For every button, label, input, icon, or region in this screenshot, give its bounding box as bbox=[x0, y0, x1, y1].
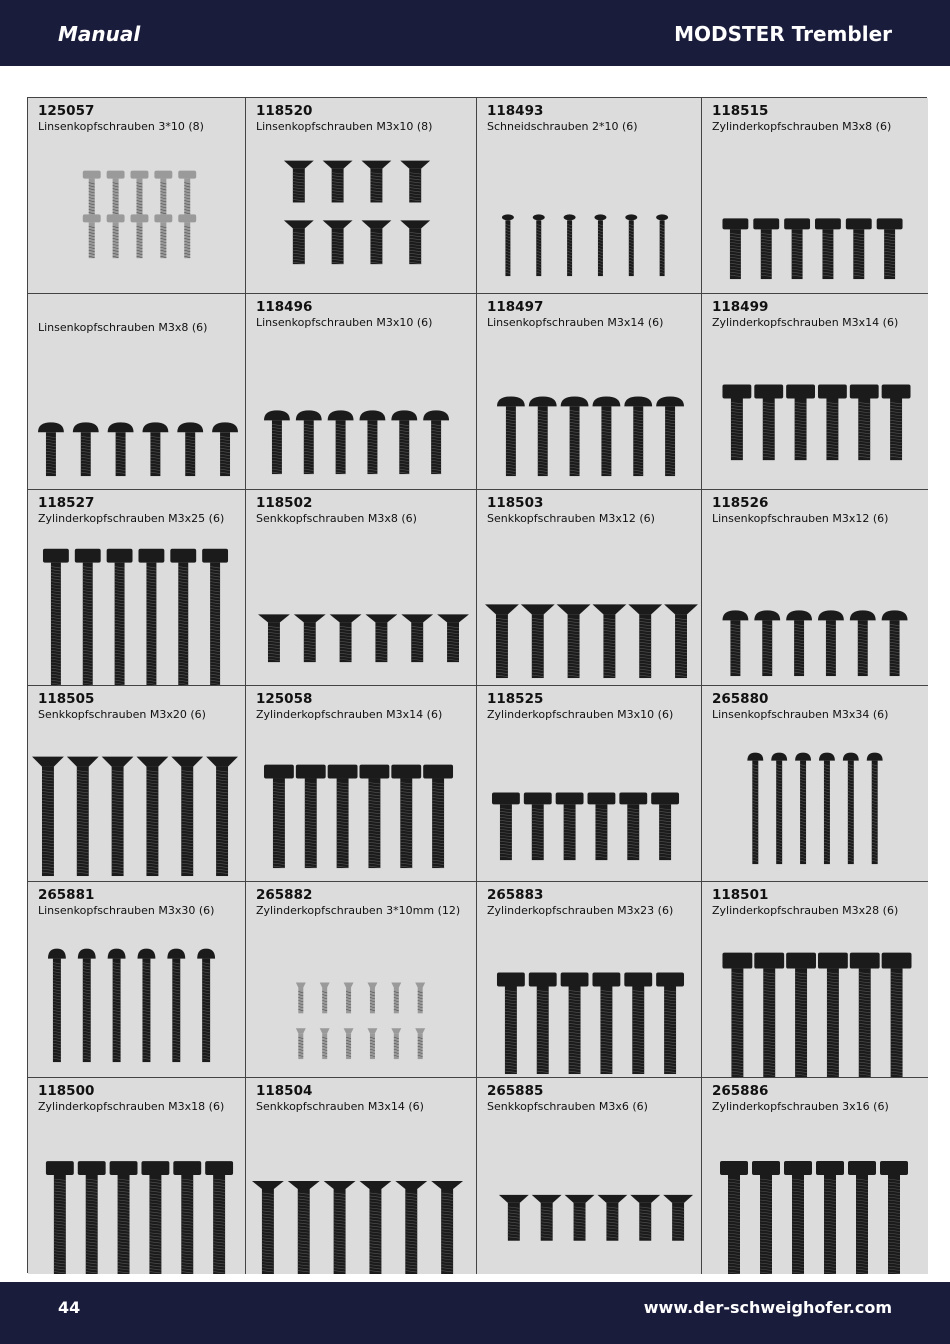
button-head-screw-icon bbox=[882, 610, 908, 676]
part-number: 118493 bbox=[487, 103, 544, 119]
socket-head-screw-icon bbox=[205, 1161, 233, 1274]
countersunk-screw-icon bbox=[330, 614, 362, 662]
part-number: 265880 bbox=[712, 691, 769, 707]
button-head-screw-icon bbox=[423, 410, 449, 474]
button-head-screw-icon bbox=[177, 422, 203, 476]
socket-head-screw-icon bbox=[818, 953, 848, 1077]
page-number: 44 bbox=[58, 1298, 81, 1317]
part-description: Zylinderkopfschrauben M3x14 (6) bbox=[712, 316, 899, 329]
part-description: Senkkopfschrauben M3x12 (6) bbox=[487, 512, 655, 525]
socket-head-screw-icon bbox=[588, 792, 616, 860]
part-description: Linsenkopfschrauben 3*10 (8) bbox=[38, 120, 204, 133]
part-number: 118502 bbox=[256, 495, 313, 511]
zinc-t-head-screw-icon bbox=[107, 171, 125, 215]
countersunk-screw-icon bbox=[400, 161, 430, 203]
countersunk-screw-icon bbox=[102, 757, 134, 876]
button-head-screw-icon bbox=[360, 410, 386, 474]
countersunk-screw-icon bbox=[32, 757, 64, 876]
button-head-screw-icon bbox=[867, 753, 883, 864]
countersunk-screw-icon bbox=[401, 614, 433, 662]
socket-head-screw-icon bbox=[850, 385, 879, 461]
button-head-screw-icon bbox=[197, 949, 215, 1062]
countersunk-screw-icon bbox=[206, 757, 238, 876]
socket-head-screw-icon bbox=[784, 1161, 812, 1274]
part-description: Schneidschrauben 2*10 (6) bbox=[487, 120, 638, 133]
button-head-screw-icon bbox=[561, 396, 589, 476]
part-number: 125057 bbox=[38, 103, 95, 119]
zinc-countersunk-screw-icon bbox=[367, 1028, 377, 1059]
part-number: 118515 bbox=[712, 103, 769, 119]
button-head-screw-icon bbox=[167, 949, 185, 1062]
countersunk-screw-icon bbox=[288, 1181, 320, 1274]
part-cell bbox=[246, 1078, 477, 1274]
part-cell bbox=[477, 490, 702, 686]
countersunk-screw-icon bbox=[361, 161, 391, 203]
socket-head-screw-icon bbox=[651, 792, 679, 860]
socket-head-screw-icon bbox=[497, 973, 525, 1074]
button-head-screw-icon bbox=[264, 410, 290, 474]
zinc-countersunk-screw-icon bbox=[344, 982, 354, 1013]
page-footer bbox=[0, 1282, 950, 1344]
button-head-screw-icon bbox=[843, 753, 859, 864]
socket-head-screw-icon bbox=[846, 218, 872, 279]
zinc-t-head-screw-icon bbox=[131, 214, 149, 258]
socket-head-screw-icon bbox=[850, 953, 880, 1077]
socket-head-screw-icon bbox=[173, 1161, 201, 1274]
socket-head-screw-icon bbox=[202, 549, 228, 685]
part-description: Linsenkopfschrauben M3x10 (6) bbox=[256, 316, 433, 329]
socket-head-screw-icon bbox=[264, 765, 294, 868]
part-cell bbox=[477, 294, 702, 490]
countersunk-screw-icon bbox=[294, 614, 326, 662]
part-description: Linsenkopfschrauben M3x10 (8) bbox=[256, 120, 433, 133]
part-number: 118520 bbox=[256, 103, 313, 119]
part-description: Zylinderkopfschrauben M3x14 (6) bbox=[256, 708, 443, 721]
part-number: 125058 bbox=[256, 691, 313, 707]
button-head-screw-icon bbox=[624, 396, 652, 476]
part-number: 118497 bbox=[487, 299, 544, 315]
part-number: 265885 bbox=[487, 1083, 544, 1099]
socket-head-screw-icon bbox=[110, 1161, 138, 1274]
socket-head-screw-icon bbox=[592, 973, 620, 1074]
countersunk-screw-icon bbox=[597, 1195, 627, 1241]
button-head-screw-icon bbox=[296, 410, 322, 474]
button-head-screw-icon bbox=[786, 610, 812, 676]
part-number: 118527 bbox=[38, 495, 95, 511]
countersunk-screw-icon bbox=[365, 614, 397, 662]
socket-head-screw-icon bbox=[815, 218, 841, 279]
screw-parts-grid bbox=[27, 97, 927, 1273]
zinc-countersunk-screw-icon bbox=[320, 982, 330, 1013]
socket-head-screw-icon bbox=[754, 953, 784, 1077]
socket-head-screw-icon bbox=[492, 792, 520, 860]
countersunk-screw-icon bbox=[431, 1181, 463, 1274]
part-number: 118525 bbox=[487, 691, 544, 707]
button-head-screw-icon bbox=[592, 396, 620, 476]
part-description: Linsenkopfschrauben M3x14 (6) bbox=[487, 316, 664, 329]
socket-head-screw-icon bbox=[722, 953, 752, 1077]
part-cell bbox=[702, 294, 928, 490]
zinc-countersunk-screw-icon bbox=[344, 1028, 354, 1059]
zinc-t-head-screw-icon bbox=[178, 214, 196, 258]
countersunk-screw-icon bbox=[323, 161, 353, 203]
zinc-t-head-screw-icon bbox=[178, 171, 196, 215]
socket-head-screw-icon bbox=[722, 385, 751, 461]
countersunk-screw-icon bbox=[171, 757, 203, 876]
button-head-screw-icon bbox=[656, 396, 684, 476]
button-head-screw-icon bbox=[771, 753, 787, 864]
button-head-screw-icon bbox=[819, 753, 835, 864]
page-header bbox=[0, 0, 950, 66]
socket-head-screw-icon bbox=[78, 1161, 106, 1274]
part-description: Linsenkopfschrauben M3x8 (6) bbox=[38, 321, 208, 334]
zinc-countersunk-screw-icon bbox=[415, 1028, 425, 1059]
part-description: Linsenkopfschrauben M3x30 (6) bbox=[38, 904, 215, 917]
button-head-screw-icon bbox=[795, 753, 811, 864]
countersunk-screw-icon bbox=[485, 604, 519, 678]
part-cell bbox=[246, 686, 477, 882]
countersunk-screw-icon bbox=[137, 757, 169, 876]
countersunk-screw-icon bbox=[499, 1195, 529, 1241]
part-cell bbox=[28, 98, 246, 294]
header-manual-label: Manual bbox=[58, 22, 141, 46]
socket-head-screw-icon bbox=[141, 1161, 169, 1274]
countersunk-screw-icon bbox=[395, 1181, 427, 1274]
self-tapping-screw-icon bbox=[656, 214, 668, 276]
countersunk-screw-icon bbox=[557, 604, 591, 678]
socket-head-screw-icon bbox=[818, 385, 847, 461]
part-cell bbox=[246, 98, 477, 294]
socket-head-screw-icon bbox=[43, 549, 69, 685]
countersunk-screw-icon bbox=[592, 604, 626, 678]
zinc-countersunk-screw-icon bbox=[296, 982, 306, 1013]
socket-head-screw-icon bbox=[624, 973, 652, 1074]
part-description: Linsenkopfschrauben M3x34 (6) bbox=[712, 708, 889, 721]
socket-head-screw-icon bbox=[561, 973, 589, 1074]
button-head-screw-icon bbox=[754, 610, 780, 676]
socket-head-screw-icon bbox=[619, 792, 647, 860]
part-description: Zylinderkopfschrauben M3x10 (6) bbox=[487, 708, 674, 721]
zinc-t-head-screw-icon bbox=[83, 171, 101, 215]
socket-head-screw-icon bbox=[786, 385, 815, 461]
socket-head-screw-icon bbox=[786, 953, 816, 1077]
button-head-screw-icon bbox=[328, 410, 354, 474]
socket-head-screw-icon bbox=[722, 218, 748, 279]
self-tapping-screw-icon bbox=[533, 214, 545, 276]
socket-head-screw-icon bbox=[46, 1161, 74, 1274]
countersunk-screw-icon bbox=[400, 220, 430, 264]
part-cell bbox=[702, 686, 928, 882]
socket-head-screw-icon bbox=[138, 549, 164, 685]
countersunk-screw-icon bbox=[628, 604, 662, 678]
part-number: 118496 bbox=[256, 299, 313, 315]
button-head-screw-icon bbox=[108, 422, 134, 476]
button-head-screw-icon bbox=[108, 949, 126, 1062]
button-head-screw-icon bbox=[391, 410, 417, 474]
countersunk-screw-icon bbox=[664, 604, 698, 678]
button-head-screw-icon bbox=[722, 610, 748, 676]
countersunk-screw-icon bbox=[324, 1181, 356, 1274]
socket-head-screw-icon bbox=[754, 385, 783, 461]
part-cell bbox=[702, 490, 928, 686]
socket-head-screw-icon bbox=[296, 765, 326, 868]
socket-head-screw-icon bbox=[524, 792, 552, 860]
button-head-screw-icon bbox=[850, 610, 876, 676]
part-cell bbox=[246, 882, 477, 1078]
socket-head-screw-icon bbox=[360, 765, 390, 868]
socket-head-screw-icon bbox=[656, 973, 684, 1074]
part-description: Zylinderkopfschrauben 3*10mm (12) bbox=[256, 904, 461, 917]
button-head-screw-icon bbox=[818, 610, 844, 676]
socket-head-screw-icon bbox=[880, 1161, 908, 1274]
part-cell bbox=[702, 882, 928, 1078]
button-head-screw-icon bbox=[137, 949, 155, 1062]
zinc-t-head-screw-icon bbox=[107, 214, 125, 258]
socket-head-screw-icon bbox=[784, 218, 810, 279]
part-description: Senkkopfschrauben M3x8 (6) bbox=[256, 512, 417, 525]
socket-head-screw-icon bbox=[529, 973, 557, 1074]
part-description: Senkkopfschrauben M3x6 (6) bbox=[487, 1100, 648, 1113]
zinc-countersunk-screw-icon bbox=[391, 982, 401, 1013]
countersunk-screw-icon bbox=[360, 1181, 392, 1274]
part-cell bbox=[28, 686, 246, 882]
socket-head-screw-icon bbox=[752, 1161, 780, 1274]
part-cell bbox=[246, 490, 477, 686]
part-description: Zylinderkopfschrauben 3x16 (6) bbox=[712, 1100, 889, 1113]
button-head-screw-icon bbox=[73, 422, 99, 476]
part-cell bbox=[477, 98, 702, 294]
zinc-countersunk-screw-icon bbox=[415, 982, 425, 1013]
zinc-t-head-screw-icon bbox=[154, 214, 172, 258]
part-number: 118501 bbox=[712, 887, 769, 903]
countersunk-screw-icon bbox=[284, 161, 314, 203]
part-number: 118503 bbox=[487, 495, 544, 511]
part-number: 118500 bbox=[38, 1083, 95, 1099]
part-description: Linsenkopfschrauben M3x12 (6) bbox=[712, 512, 889, 525]
self-tapping-screw-icon bbox=[502, 214, 514, 276]
part-description: Senkkopfschrauben M3x20 (6) bbox=[38, 708, 206, 721]
website-url: www.der-schweighofer.com bbox=[643, 1298, 892, 1317]
socket-head-screw-icon bbox=[556, 792, 584, 860]
part-description: Senkkopfschrauben M3x14 (6) bbox=[256, 1100, 424, 1113]
zinc-countersunk-screw-icon bbox=[296, 1028, 306, 1059]
countersunk-screw-icon bbox=[258, 614, 290, 662]
part-number: 118504 bbox=[256, 1083, 313, 1099]
button-head-screw-icon bbox=[212, 422, 238, 476]
part-cell bbox=[702, 98, 928, 294]
zinc-countersunk-screw-icon bbox=[391, 1028, 401, 1059]
countersunk-screw-icon bbox=[663, 1195, 693, 1241]
socket-head-screw-icon bbox=[882, 953, 912, 1077]
socket-head-screw-icon bbox=[170, 549, 196, 685]
part-number: 118526 bbox=[712, 495, 769, 511]
countersunk-screw-icon bbox=[521, 604, 555, 678]
countersunk-screw-icon bbox=[565, 1195, 595, 1241]
socket-head-screw-icon bbox=[328, 765, 358, 868]
part-cell bbox=[477, 882, 702, 1078]
countersunk-screw-icon bbox=[532, 1195, 562, 1241]
zinc-countersunk-screw-icon bbox=[367, 982, 377, 1013]
button-head-screw-icon bbox=[747, 753, 763, 864]
part-description: Zylinderkopfschrauben M3x23 (6) bbox=[487, 904, 674, 917]
part-number: 265883 bbox=[487, 887, 544, 903]
part-cell bbox=[28, 1078, 246, 1274]
button-head-screw-icon bbox=[529, 396, 557, 476]
part-cell bbox=[246, 294, 477, 490]
socket-head-screw-icon bbox=[816, 1161, 844, 1274]
part-number: 118499 bbox=[712, 299, 769, 315]
part-number: 265886 bbox=[712, 1083, 769, 1099]
header-product-title: MODSTER Trembler bbox=[674, 22, 892, 46]
part-cell bbox=[702, 1078, 928, 1274]
zinc-t-head-screw-icon bbox=[131, 171, 149, 215]
socket-head-screw-icon bbox=[848, 1161, 876, 1274]
button-head-screw-icon bbox=[497, 396, 525, 476]
zinc-t-head-screw-icon bbox=[154, 171, 172, 215]
socket-head-screw-icon bbox=[877, 218, 903, 279]
button-head-screw-icon bbox=[38, 422, 64, 476]
countersunk-screw-icon bbox=[323, 220, 353, 264]
zinc-t-head-screw-icon bbox=[83, 214, 101, 258]
part-description: Zylinderkopfschrauben M3x18 (6) bbox=[38, 1100, 225, 1113]
part-number: 118505 bbox=[38, 691, 95, 707]
countersunk-screw-icon bbox=[252, 1181, 284, 1274]
zinc-countersunk-screw-icon bbox=[320, 1028, 330, 1059]
socket-head-screw-icon bbox=[391, 765, 421, 868]
part-cell bbox=[28, 882, 246, 1078]
socket-head-screw-icon bbox=[75, 549, 101, 685]
self-tapping-screw-icon bbox=[564, 214, 576, 276]
button-head-screw-icon bbox=[48, 949, 66, 1062]
socket-head-screw-icon bbox=[882, 385, 911, 461]
socket-head-screw-icon bbox=[753, 218, 779, 279]
part-description: Zylinderkopfschrauben M3x8 (6) bbox=[712, 120, 892, 133]
part-cell bbox=[477, 686, 702, 882]
part-description: Zylinderkopfschrauben M3x25 (6) bbox=[38, 512, 225, 525]
part-cell bbox=[477, 1078, 702, 1274]
socket-head-screw-icon bbox=[720, 1161, 748, 1274]
part-number: 265882 bbox=[256, 887, 313, 903]
button-head-screw-icon bbox=[78, 949, 96, 1062]
button-head-screw-icon bbox=[142, 422, 168, 476]
countersunk-screw-icon bbox=[437, 614, 469, 662]
countersunk-screw-icon bbox=[361, 220, 391, 264]
countersunk-screw-icon bbox=[67, 757, 99, 876]
part-cell bbox=[28, 294, 246, 490]
socket-head-screw-icon bbox=[107, 549, 133, 685]
self-tapping-screw-icon bbox=[625, 214, 637, 276]
part-description: Zylinderkopfschrauben M3x28 (6) bbox=[712, 904, 899, 917]
part-cell bbox=[28, 490, 246, 686]
socket-head-screw-icon bbox=[423, 765, 453, 868]
countersunk-screw-icon bbox=[284, 220, 314, 264]
countersunk-screw-icon bbox=[630, 1195, 660, 1241]
self-tapping-screw-icon bbox=[594, 214, 606, 276]
part-number: 265881 bbox=[38, 887, 95, 903]
